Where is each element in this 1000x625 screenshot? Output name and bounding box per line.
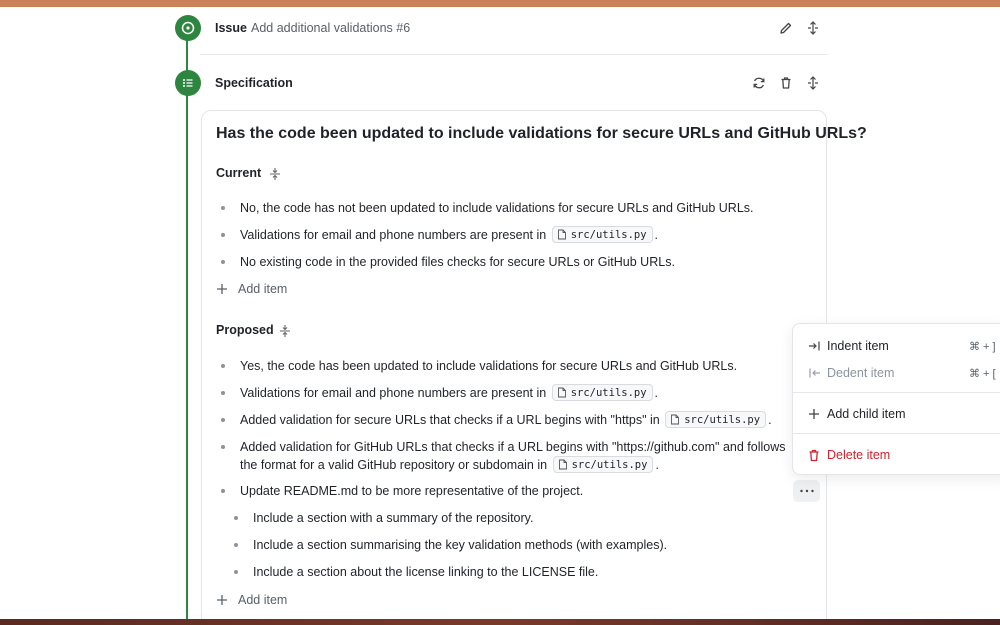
file-icon [670, 414, 680, 425]
list-item[interactable] [240, 384, 658, 402]
move-icon[interactable] [804, 74, 822, 92]
section-divider [200, 54, 827, 55]
bullet [221, 445, 225, 449]
menu-separator [793, 433, 1000, 434]
list-item[interactable] [240, 411, 772, 429]
sub-list-item[interactable]: Include a section with a summary of the repository. [253, 511, 534, 525]
menu-separator [793, 392, 1000, 393]
bottom-accent-bar [0, 619, 1000, 625]
code-file-name: src/utils.py [570, 228, 647, 241]
timeline-line [186, 28, 188, 619]
bullet [221, 418, 225, 422]
menu-dedent-item[interactable] [793, 361, 1000, 385]
menu-delete-label: Delete item [827, 448, 891, 462]
bullet [221, 206, 225, 210]
bullet [234, 543, 238, 547]
list-item-text: the format for a valid GitHub repository or subdomain in [240, 458, 548, 472]
more-options-button[interactable] [793, 480, 820, 502]
bullet [221, 364, 225, 368]
code-file-name: src/utils.py [570, 386, 647, 399]
code-file-chip[interactable] [552, 384, 653, 401]
top-accent-bar [0, 0, 1000, 7]
issue-open-icon [175, 15, 201, 41]
menu-indent-label: Indent item [827, 339, 889, 353]
plus-icon [807, 407, 821, 421]
list-item[interactable]: Added validation for GitHub URLs that checks if a URL begins with "https://github.com" and follows [240, 440, 786, 454]
pencil-icon[interactable] [777, 19, 795, 37]
plus-icon [216, 283, 228, 295]
collapse-icon[interactable] [268, 167, 282, 181]
menu-indent-shortcut: ⌘ + ] [969, 340, 996, 353]
add-item-label: Add item [238, 282, 288, 296]
trash-icon[interactable] [777, 74, 795, 92]
menu-add-child-label: Add child item [827, 407, 906, 421]
item-context-menu [792, 323, 1000, 475]
plus-icon [216, 594, 228, 606]
menu-dedent-shortcut: ⌘ + [ [969, 367, 996, 380]
bullet [221, 391, 225, 395]
list-item[interactable]: No, the code has not been updated to include validations for secure URLs and GitHub URLs. [240, 201, 754, 215]
specification-label: Specification [215, 76, 293, 90]
issue-title[interactable]: Add additional validations #6 [251, 21, 411, 35]
list-item-suffix: . [654, 228, 659, 242]
menu-indent-item[interactable] [793, 334, 1000, 358]
bullet [221, 260, 225, 264]
more-icon [799, 489, 815, 493]
list-item[interactable]: Yes, the code has been updated to include validations for secure URLs and GitHub URLs. [240, 359, 738, 373]
code-file-name: src/utils.py [571, 458, 648, 471]
list-item[interactable]: Update README.md to be more representative of the project. [240, 484, 584, 498]
list-icon [175, 70, 201, 96]
file-icon [557, 229, 567, 240]
dedent-icon [807, 366, 821, 380]
add-item-button[interactable] [216, 593, 287, 607]
code-file-chip[interactable] [552, 226, 653, 243]
list-item-text: Validations for email and phone numbers are present in [240, 386, 547, 400]
current-label: Current [216, 166, 262, 180]
list-item[interactable] [240, 226, 658, 244]
list-item-text: Added validation for secure URLs that checks if a URL begins with "https" in [240, 413, 660, 427]
list-item-suffix: . [655, 458, 659, 472]
proposed-label: Proposed [216, 323, 274, 337]
refresh-icon[interactable] [750, 74, 768, 92]
move-icon[interactable] [804, 19, 822, 37]
sub-list-item[interactable]: Include a section summarising the key validation methods (with examples). [253, 538, 668, 552]
list-item-continuation[interactable] [240, 456, 659, 474]
menu-delete-item[interactable] [793, 443, 1000, 467]
bullet [221, 489, 225, 493]
file-icon [558, 459, 568, 470]
code-file-name: src/utils.py [684, 413, 761, 426]
sub-list-item[interactable]: Include a section about the license linking to the LICENSE file. [253, 565, 599, 579]
menu-dedent-label: Dedent item [827, 366, 895, 380]
bullet [234, 516, 238, 520]
list-item[interactable]: No existing code in the provided files checks for secure URLs or GitHub URLs. [240, 255, 675, 269]
menu-add-child-item[interactable] [793, 402, 1000, 426]
add-item-label: Add item [238, 593, 288, 607]
indent-icon [807, 339, 821, 353]
code-file-chip[interactable] [665, 411, 766, 428]
bullet [221, 233, 225, 237]
bullet [234, 570, 238, 574]
file-icon [557, 387, 567, 398]
list-item-text: Validations for email and phone numbers are present in [240, 228, 547, 242]
list-item-suffix: . [654, 386, 659, 400]
issue-label: Issue [215, 21, 247, 35]
code-file-chip[interactable] [553, 456, 654, 473]
add-item-button[interactable] [216, 282, 287, 296]
card-question: Has the code been updated to include validations for secure URLs and GitHub URLs? [216, 125, 867, 142]
list-item-suffix: . [768, 413, 772, 427]
collapse-icon[interactable] [278, 324, 292, 338]
trash-icon [807, 448, 821, 462]
